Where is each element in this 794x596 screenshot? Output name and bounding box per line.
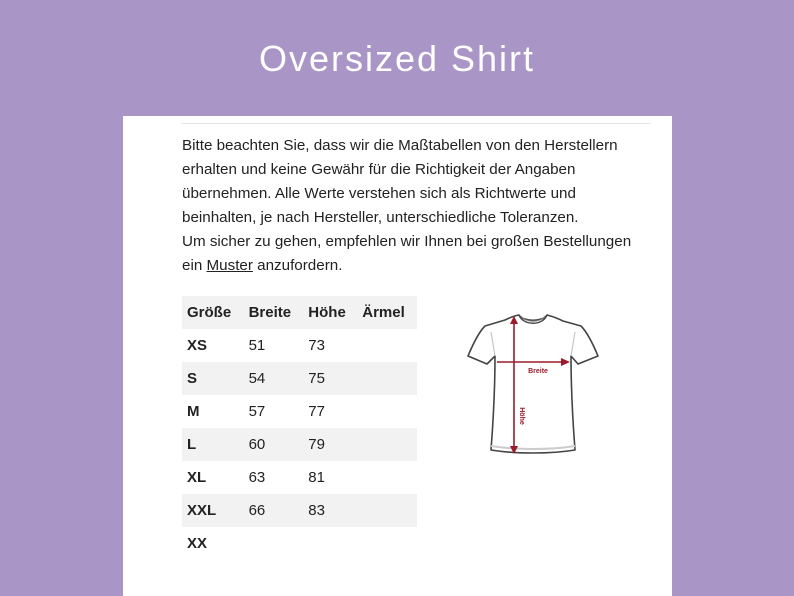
table-row [182,395,417,428]
breite-cell: 66 [244,494,304,527]
table-row [182,329,417,362]
table-row [182,527,417,560]
hoehe-cell: 77 [308,403,325,420]
intro-text [182,134,652,278]
table-row [182,494,417,527]
content-card [123,116,672,596]
hoehe-cell: 81 [308,469,325,486]
table-row [182,461,417,494]
header-hoehe: Höhe [303,296,357,329]
hoehe-cell: 79 [303,428,357,461]
size-cell: XXL [182,494,244,527]
aermel-cell [357,428,417,461]
size-table [182,296,417,560]
aermel-cell [357,362,417,395]
aermel-cell [357,329,417,362]
tshirt-icon [468,315,598,453]
breite-cell [244,527,304,560]
aermel-cell [357,395,417,428]
size-cell: XX [187,535,208,552]
size-cell: XS [187,337,208,354]
intro-paragraph-2 [182,230,652,278]
breite-cell: 57 [248,403,266,420]
aermel-cell [357,461,417,494]
muster-link[interactable]: Muster [206,257,253,274]
header-breite: Breite [244,296,304,329]
intro-text-after-link: anzufordern. [252,257,343,274]
breite-cell: 63 [248,469,266,486]
table-row [182,428,417,461]
aermel-cell [357,494,417,527]
divider [181,123,651,124]
size-cell: S [182,362,244,395]
header-aermel: Ärmel [357,296,417,329]
hoehe-cell: 73 [308,337,325,354]
breite-cell: 54 [244,362,304,395]
size-cell: L [182,428,244,461]
breite-label: Breite [528,368,548,375]
intro-paragraph-1: Bitte beachten Sie, dass wir die Maßtabellen von den Herstellern erhalten und keine Gewähr für die Richtigkeit der Angaben übernehmen. Alle Werte verstehen sich als Richtwerte und beinhalten, je nach Hersteller, unterschiedliche Toleranzen. [182,137,618,226]
hoehe-cell: 83 [303,494,357,527]
header-groesse: Größe [182,296,244,329]
hoehe-cell: 75 [303,362,357,395]
page-title: Oversized Shirt [258,38,536,79]
size-cell: M [187,403,200,420]
tshirt-measurement-diagram [463,312,603,456]
breite-cell: 51 [248,337,266,354]
table-row [182,362,417,395]
table-header-row [182,296,417,329]
breite-cell: 60 [244,428,304,461]
aermel-cell [357,527,417,560]
size-cell: XL [187,469,207,486]
hoehe-cell [303,527,357,560]
hoehe-label: Höhe [518,407,525,425]
intro-text-before-link: Um sicher zu gehen, empfehlen wir Ihnen bei großen Bestellungen ein [182,233,632,274]
